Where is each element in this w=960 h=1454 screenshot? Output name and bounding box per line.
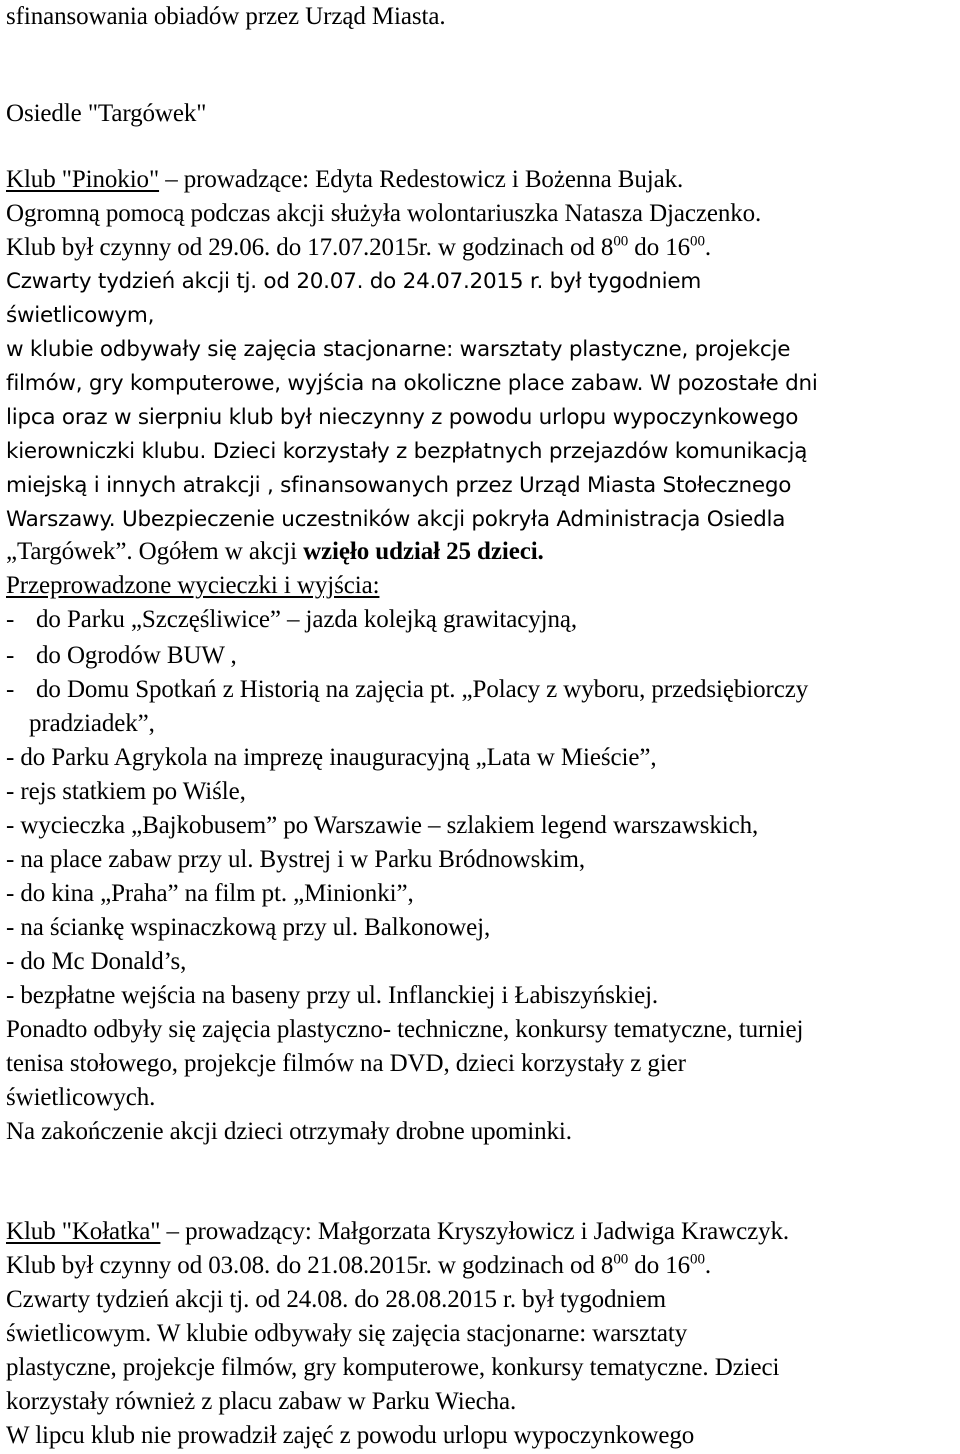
intro-line: sfinansowania obiadów przez Urząd Miasta. [6, 3, 446, 30]
trips-heading: Przeprowadzone wycieczki i wyjścia: [6, 572, 380, 599]
trip-item-text: do Domu Spotkań z Historią na zajęcia pt. „Polacy z wyboru, przedsiębiorczy [36, 676, 809, 703]
trip-item: - do Domu Spotkań z Historią na zajęcia pt. „Polacy z wyboru, przedsiębiorczy [6, 676, 809, 703]
line7-part-b: W pozostałe dni [643, 371, 818, 396]
hours-sup-end: 00 [690, 1251, 705, 1268]
club-pinokio-leaders: – prowadzące: Edyta Redestowicz i Bożenna Bujak. [159, 166, 684, 193]
hours-text-end: . [704, 234, 712, 261]
trip-item: - do Parku „Szczęśliwice” – jazda kolejką grawitacyjną, [6, 606, 577, 633]
hours-text: Klub był czynny od 03.08. do 21.08.2015r. w godzinach od 8 [6, 1252, 614, 1279]
club-pinokio-line10: miejską i innych atrakcji , sfinansowanych przez Urząd Miasta Stołecznego [6, 473, 792, 498]
trip-item: - rejs statkiem po Wiśle, [6, 778, 246, 805]
trip-item: - do kina „Praha” na film pt. „Minionki”, [6, 880, 414, 907]
trip-item: - do Mc Donald’s, [6, 948, 187, 975]
club-kolatka-name: Klub "Kołatka" [6, 1218, 161, 1245]
club-kolatka-line3: Czwarty tydzień akcji tj. od 24.08. do 28.08.2015 r. był tygodniem [6, 1286, 666, 1313]
extra-activities-line3: świetlicowych. [6, 1084, 156, 1111]
participants-count: wzięło udział 25 dzieci. [303, 538, 544, 565]
hours-text-mid: do 16 [628, 1252, 691, 1279]
trip-item: - do Parku Agrykola na imprezę inauguracyjną „Lata w Mieście”, [6, 744, 657, 771]
trip-item: - na ściankę wspinaczkową przy ul. Balkonowej, [6, 914, 491, 941]
line9-part-a: kierowniczki klubu. [6, 439, 207, 464]
hours-text: Klub był czynny od 29.06. do 17.07.2015r. w godzinach od 8 [6, 234, 614, 261]
club-pinokio-hours [6, 233, 711, 263]
closing-line: Na zakończenie akcji dzieci otrzymały drobne upominki. [6, 1118, 572, 1145]
club-pinokio-name: Klub "Pinokio" [6, 166, 160, 193]
hours-text-end: . [704, 1252, 712, 1279]
line11-part-a: Warszawy. [6, 507, 116, 532]
club-kolatka-header [6, 1217, 789, 1247]
club-pinokio-line7 [6, 369, 818, 399]
trip-item-continuation: pradziadek”, [29, 710, 155, 737]
extra-activities-line2: tenisa stołowego, projekcje filmów na DVD, dzieci korzystały z gier [6, 1050, 686, 1077]
section-title: Osiedle "Targówek" [6, 100, 207, 127]
trip-item-text: do Ogrodów BUW , [36, 642, 237, 669]
club-kolatka-line5: plastyczne, projekcje filmów, gry komputerowe, konkursy tematyczne. Dzieci [6, 1354, 780, 1381]
club-pinokio-line9 [6, 437, 807, 467]
participants-text: „Targówek”. Ogółem w akcji [6, 538, 304, 565]
club-pinokio-line5: świetlicowym, [6, 303, 155, 328]
club-pinokio-line8: lipca oraz w sierpniu klub był nieczynny z powodu urlopu wypoczynkowego [6, 405, 799, 430]
club-pinokio-line11 [6, 505, 785, 535]
trip-item: - bezpłatne wejścia na baseny przy ul. Inflanckiej i Łabiszyńskiej. [6, 982, 659, 1009]
line9-part-b: Dzieci korzystały z bezpłatnych przejazdów komunikacją [206, 439, 808, 464]
club-kolatka-line7: W lipcu klub nie prowadził zajęć z powodu urlopu wypoczynkowego [6, 1422, 695, 1449]
hours-sup-start: 00 [613, 233, 629, 250]
trip-item: - na place zabaw przy ul. Bystrej i w Parku Bródnowskim, [6, 846, 585, 873]
line11-part-b: Ubezpieczenie uczestników akcji pokryła Administracja Osiedla [115, 507, 786, 532]
trip-item: - do Ogrodów BUW , [6, 642, 237, 669]
trip-item-text: do Parku „Szczęśliwice” – jazda kolejką grawitacyjną, [36, 606, 577, 633]
hours-text-mid: do 16 [628, 234, 691, 261]
club-kolatka-line6: korzystały również z placu zabaw w Parku Wiecha. [6, 1388, 517, 1415]
club-pinokio-volunteer: Ogromną pomocą podczas akcji służyła wolontariuszka Natasza Djaczenko. [6, 200, 762, 227]
hours-sup-start: 00 [613, 1251, 629, 1268]
club-pinokio-line6: w klubie odbywały się zajęcia stacjonarne: warsztaty plastyczne, projekcje [6, 337, 791, 362]
club-kolatka-line4: świetlicowym. W klubie odbywały się zajęcia stacjonarne: warsztaty [6, 1320, 688, 1347]
club-pinokio-participants [6, 537, 544, 567]
club-kolatka-hours [6, 1251, 711, 1281]
club-kolatka-leaders: – prowadzący: Małgorzata Kryszyłowicz i Jadwiga Krawczyk. [160, 1218, 790, 1245]
hours-sup-end: 00 [690, 233, 705, 250]
club-pinokio-line4: Czwarty tydzień akcji tj. od 20.07. do 24.07.2015 r. był tygodniem [6, 269, 702, 294]
trip-item: - wycieczka „Bajkobusem” po Warszawie – szlakiem legend warszawskich, [6, 812, 759, 839]
line7-part-a: filmów, gry komputerowe, wyjścia na okoliczne place zabaw. [6, 371, 644, 396]
club-pinokio-header [6, 165, 683, 195]
extra-activities-line1: Ponadto odbyły się zajęcia plastyczno- techniczne, konkursy tematyczne, turniej [6, 1016, 804, 1043]
